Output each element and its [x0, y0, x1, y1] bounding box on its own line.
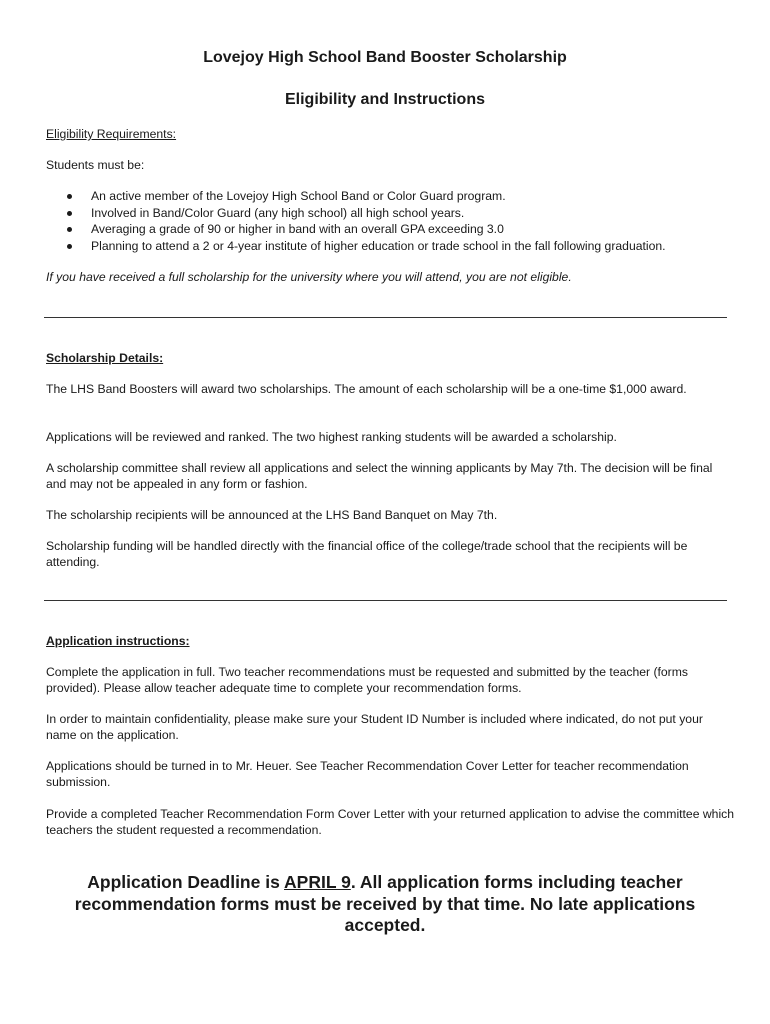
- details-paragraph: Applications will be reviewed and ranked. The two highest ranking students will be awarded a scholarship.: [46, 430, 617, 444]
- details-paragraph: The scholarship recipients will be announced at the LHS Band Banquet on May 7th.: [46, 508, 498, 522]
- deadline-notice: Application Deadline is APRIL 9. All application forms including teacher recommendation forms must be received by that time. No late applications accepted.: [74, 872, 696, 935]
- list-item: Planning to attend a 2 or 4-year institute of higher education or trade school in the fall following graduation.: [46, 238, 736, 255]
- instructions-paragraph: Provide a completed Teacher Recommendation Form Cover Letter with your returned application to advise the committee which teachers the student requested a recommendation.: [46, 807, 735, 837]
- details-paragraph: The LHS Band Boosters will award two scholarships. The amount of each scholarship will be a one-time $1,000 award.: [46, 382, 687, 396]
- details-heading: Scholarship Details:: [46, 351, 164, 365]
- list-item: An active member of the Lovejoy High School Band or Color Guard program.: [46, 188, 736, 205]
- details-paragraph: Scholarship funding will be handled directly with the financial office of the college/trade school that the recipients will be attending.: [46, 539, 688, 569]
- list-item: Averaging a grade of 90 or higher in band with an overall GPA exceeding 3.0: [46, 221, 736, 238]
- section-divider: [44, 317, 727, 318]
- bullet-icon: [67, 227, 72, 232]
- deadline-date: APRIL 9: [284, 872, 351, 892]
- document-title: Lovejoy High School Band Booster Scholarship: [203, 49, 567, 66]
- instructions-paragraph: Complete the application in full. Two teacher recommendations must be requested and submitted by the teacher (forms provided). Please allow teacher adequate time to complete your recommendation forms.: [46, 665, 688, 695]
- bullet-icon: [67, 194, 72, 199]
- eligibility-intro: Students must be:: [46, 158, 145, 172]
- eligibility-list: [46, 188, 736, 254]
- instructions-heading: Application instructions:: [46, 634, 190, 648]
- eligibility-heading: Eligibility Requirements:: [46, 127, 177, 141]
- instructions-paragraph: In order to maintain confidentiality, please make sure your Student ID Number is included where indicated, do not put your name on the application.: [46, 712, 703, 742]
- bullet-icon: [67, 211, 72, 216]
- section-divider: [44, 600, 727, 601]
- eligibility-note: If you have received a full scholarship for the university where you will attend, you are not eligible.: [46, 270, 572, 284]
- document-subtitle: Eligibility and Instructions: [284, 91, 485, 108]
- list-item: Involved in Band/Color Guard (any high school) all high school years.: [46, 205, 736, 222]
- details-paragraph: A scholarship committee shall review all applications and select the winning applicants by May 7th. The decision will be final and may not be appealed in any form or fashion.: [46, 461, 713, 491]
- bullet-icon: [67, 244, 72, 249]
- instructions-paragraph: Applications should be turned in to Mr. Heuer. See Teacher Recommendation Cover Letter for teacher recommendation submission.: [46, 759, 689, 789]
